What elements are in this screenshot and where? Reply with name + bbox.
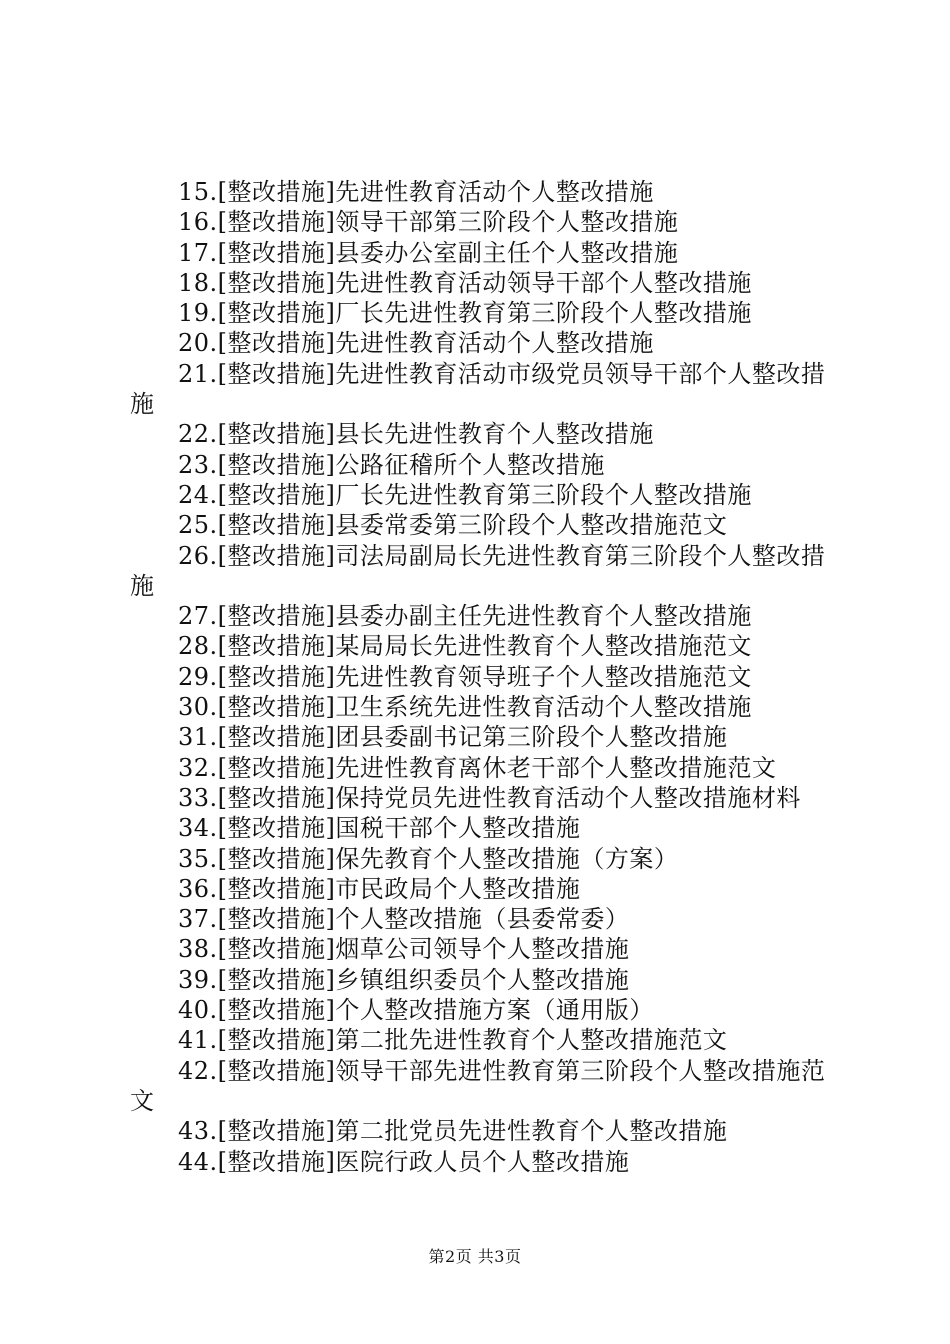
list-item: 43.[整改措施]第二批党员先进性教育个人整改措施: [178, 1117, 728, 1146]
list-item: 23.[整改措施]公路征稽所个人整改措施: [178, 450, 605, 479]
list-item: 15.[整改措施]先进性教育活动个人整改措施: [178, 178, 654, 206]
list-item: 41.[整改措施]第二批先进性教育个人整改措施范文: [178, 1026, 728, 1055]
list-item: 19.[整改措施]厂长先进性教育第三阶段个人整改措施: [178, 299, 752, 328]
list-item: 30.[整改措施]卫生系统先进性教育活动个人整改措施: [178, 693, 752, 722]
list-item: 21.[整改措施]先进性教育活动市级党员领导干部个人整改措施: [130, 359, 826, 419]
list-item: 26.[整改措施]司法局副局长先进性教育第三阶段个人整改措施: [130, 541, 826, 600]
list-item: 18.[整改措施]先进性教育活动领导干部个人整改措施: [178, 268, 752, 297]
list-item: 42.[整改措施]领导干部先进性教育第三阶段个人整改措施范文: [130, 1056, 826, 1115]
list-item: 36.[整改措施]市民政局个人整改措施: [178, 874, 581, 903]
list-item: 44.[整改措施]医院行政人员个人整改措施: [178, 1147, 630, 1176]
list-item: 40.[整改措施]个人整改措施方案（通用版）: [178, 996, 654, 1025]
page-footer: 第2页 共3页: [428, 1247, 522, 1266]
list-item: 28.[整改措施]某局局长先进性教育个人整改措施范文: [178, 632, 752, 661]
list-item: 38.[整改措施]烟草公司领导个人整改措施: [178, 935, 630, 964]
list-item: 35.[整改措施]保先教育个人整改措施（方案）: [178, 844, 679, 873]
list-item: 27.[整改措施]县委办副主任先进性教育个人整改措施: [178, 602, 752, 631]
list-item: 22.[整改措施]县长先进性教育个人整改措施: [178, 420, 654, 449]
list-item: 24.[整改措施]厂长先进性教育第三阶段个人整改措施: [178, 480, 752, 509]
list-item: 16.[整改措施]领导干部第三阶段个人整改措施: [178, 208, 679, 237]
list-item: 25.[整改措施]县委常委第三阶段个人整改措施范文: [178, 511, 728, 540]
list-item: 20.[整改措施]先进性教育活动个人整改措施: [178, 329, 654, 358]
list-item: 32.[整改措施]先进性教育离休老干部个人整改措施范文: [178, 753, 777, 782]
list-item: 34.[整改措施]国税干部个人整改措施: [178, 814, 581, 843]
item-list: [130, 177, 830, 1177]
list-item: 17.[整改措施]县委办公室副主任个人整改措施: [178, 238, 679, 267]
list-item: 31.[整改措施]团县委副书记第三阶段个人整改措施: [178, 723, 728, 752]
list-item: 29.[整改措施]先进性教育领导班子个人整改措施范文: [178, 662, 752, 691]
list-item: 39.[整改措施]乡镇组织委员个人整改措施: [178, 965, 630, 994]
list-item: 37.[整改措施]个人整改措施（县委常委）: [178, 905, 630, 934]
list-item: 33.[整改措施]保持党员先进性教育活动个人整改措施材料: [178, 783, 801, 812]
